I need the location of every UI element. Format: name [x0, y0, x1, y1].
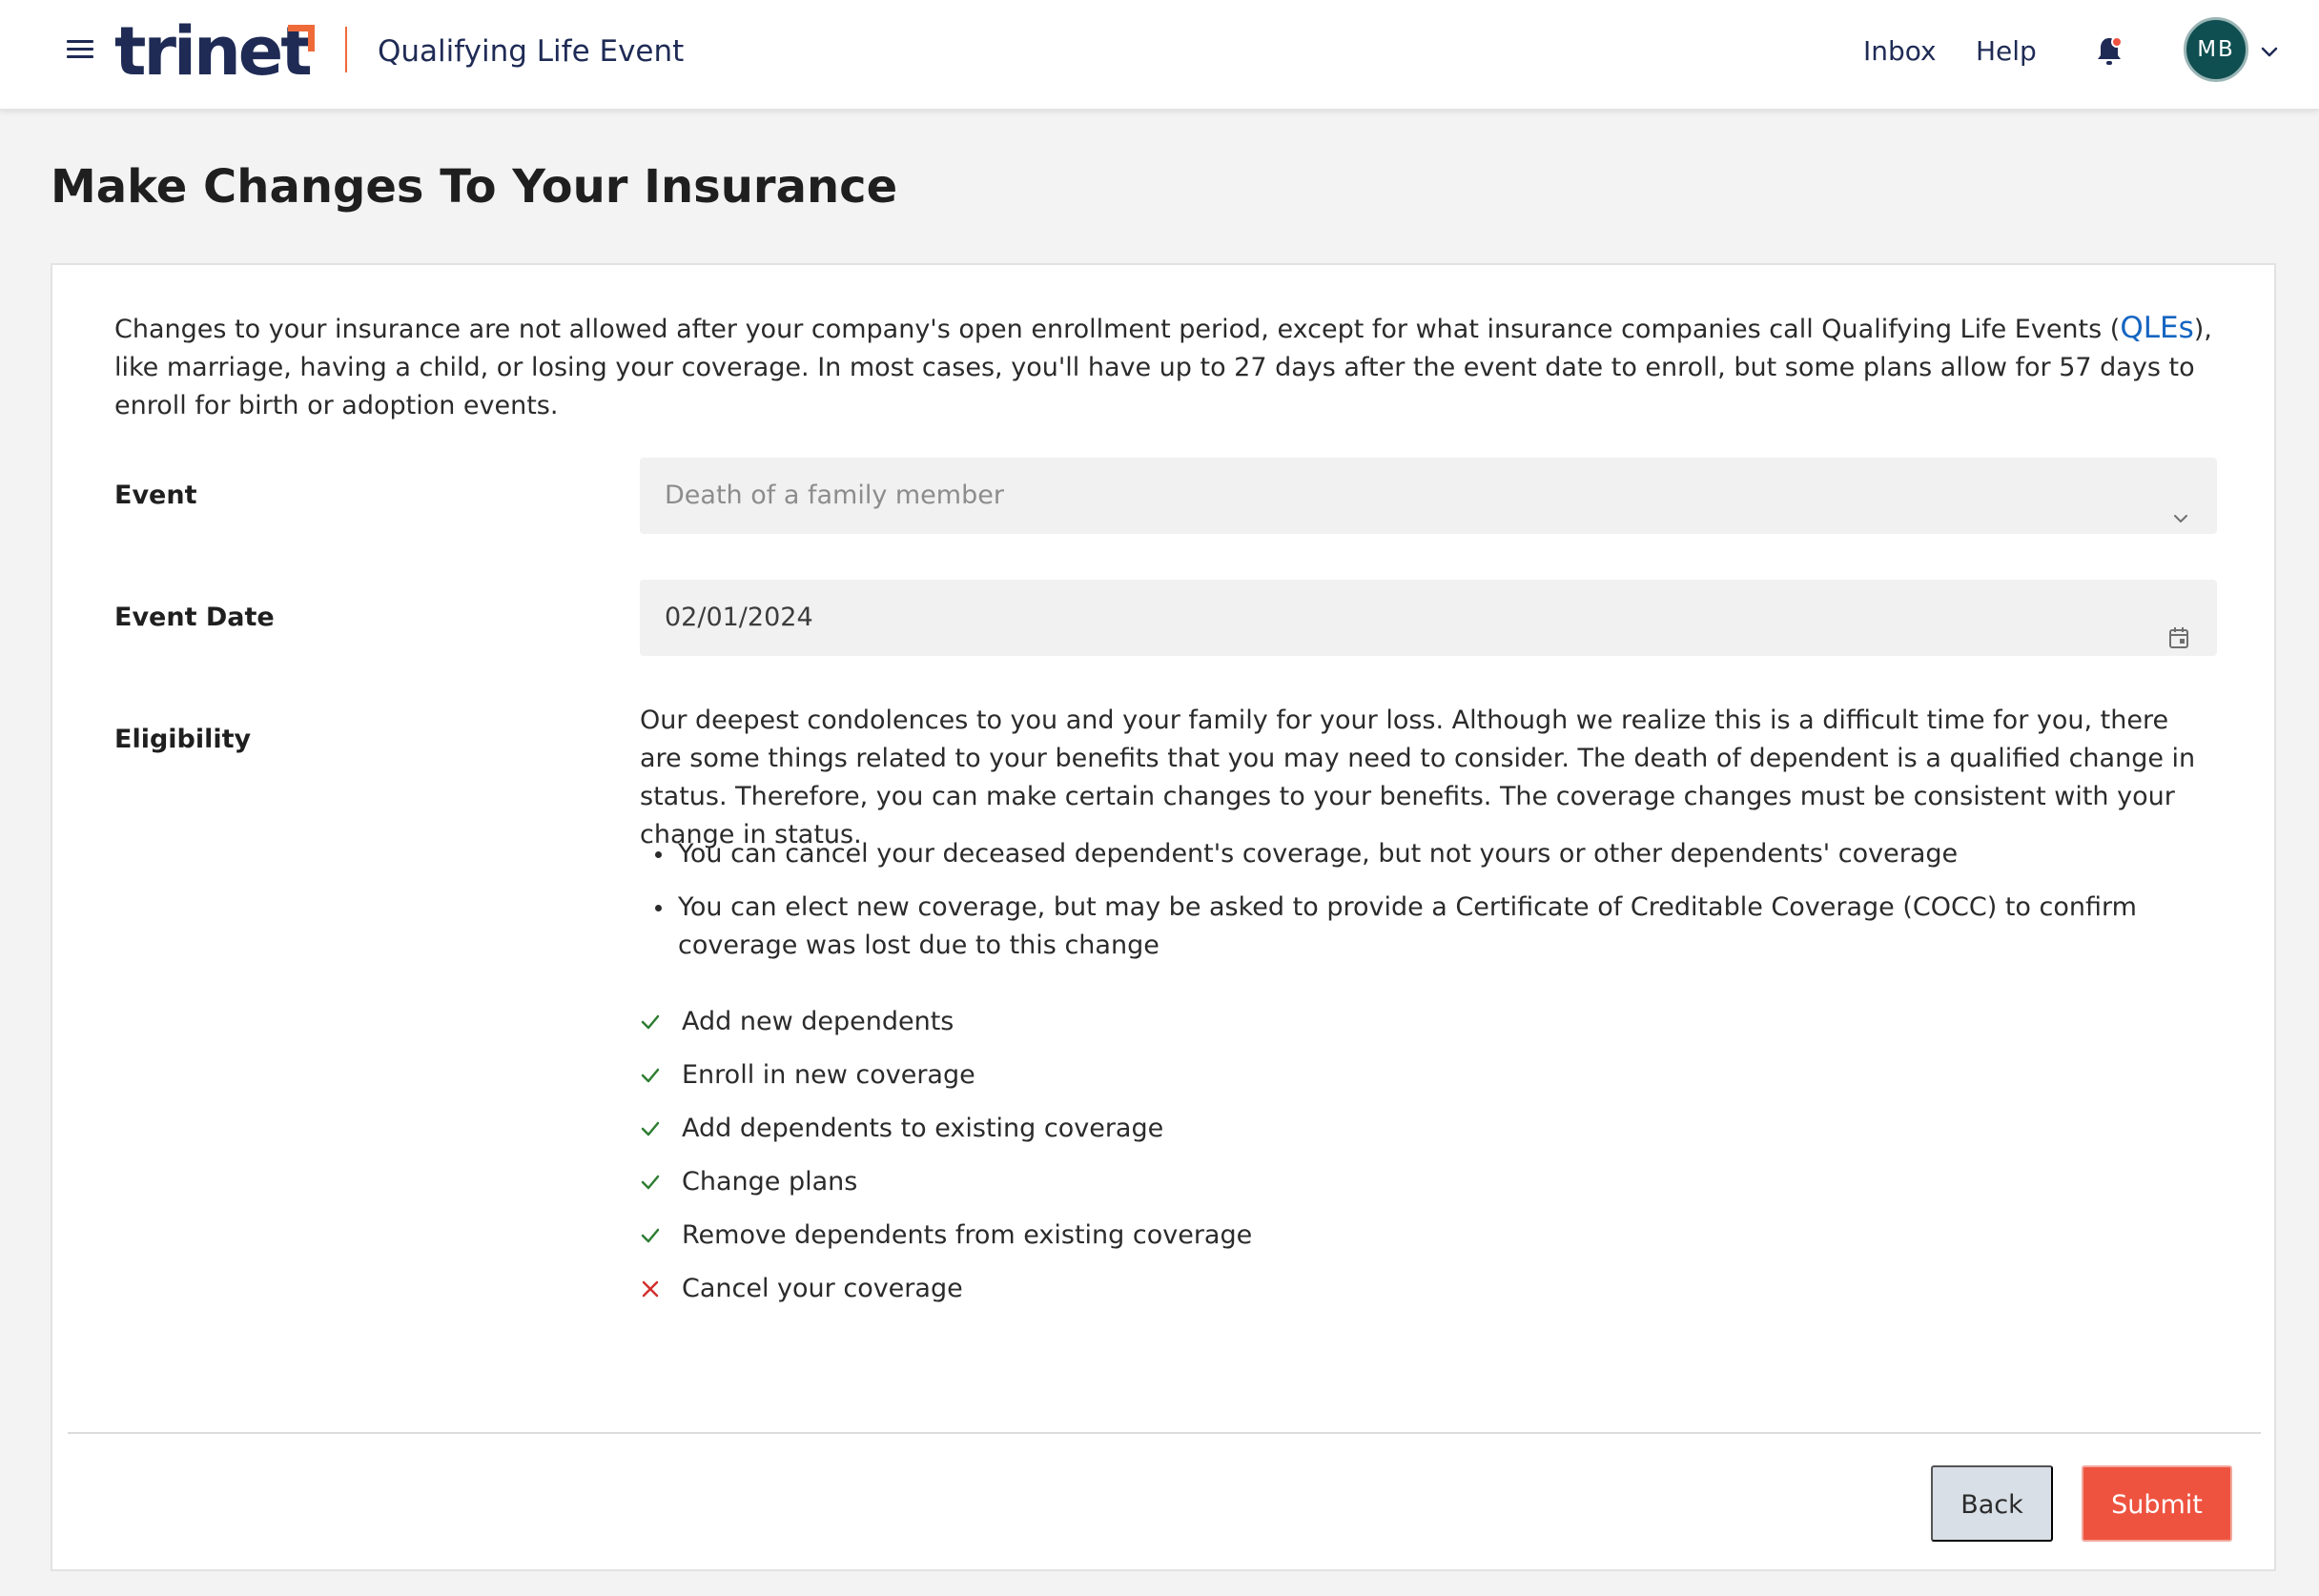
eligibility-bullets	[640, 835, 2217, 980]
intro-text-after: ), like marriage, having a child, or losing your coverage. In most cases, you'll have up to 27 days after the event date to enroll, but some plans allow for 57 days to enroll for birth or adoption events.	[114, 315, 2212, 420]
bullet-item: You can elect new coverage, but may be asked to provide a Certificate of Creditable Coverage (COCC) to confirm coverage was lost due to this change	[640, 889, 2217, 965]
nav-inbox-link[interactable]: Inbox	[1863, 35, 1937, 67]
event-date-value: 02/01/2024	[665, 603, 813, 632]
event-date-label: Event Date	[114, 603, 275, 632]
card-divider	[68, 1432, 2261, 1434]
check-icon	[640, 1003, 682, 1041]
eligibility-text: Our deepest condolences to you and your family for your loss. Although we realize this is a difficult time for you, there are some things related to your benefits that you may need to consider. The death of dependent is a qualified change in status. Therefore, you can make certain changes to your benefits. The coverage changes must be consistent with your change in status.	[640, 706, 2196, 849]
checklist-label: Add dependents to existing coverage	[682, 1114, 1164, 1143]
cross-icon	[640, 1270, 682, 1308]
chevron-down-icon[interactable]	[2258, 40, 2281, 63]
trinet-logo[interactable]: trinet	[114, 12, 310, 91]
logo-bracket-mark	[288, 25, 315, 51]
top-bar	[0, 0, 2319, 110]
menu-icon[interactable]	[67, 40, 93, 59]
bullet-item: You can cancel your deceased dependent's coverage, but not yours or other dependents' coverage	[640, 835, 2217, 873]
checklist-label: Add new dependents	[682, 1007, 954, 1036]
checklist-item	[640, 1270, 1784, 1308]
intro-text-before: Changes to your insurance are not allowed after your company's open enrollment period, except for what insurance companies call Qualifying Life Events (	[114, 315, 2121, 344]
checklist-item	[640, 1003, 1784, 1041]
eligibility-label: Eligibility	[114, 725, 252, 754]
checklist-item	[640, 1056, 1784, 1095]
check-icon	[640, 1056, 682, 1095]
chevron-down-icon	[2169, 484, 2192, 507]
event-date-input[interactable]	[640, 580, 2217, 656]
avatar[interactable]: MB	[2184, 17, 2248, 82]
checklist-item	[640, 1217, 1784, 1255]
checklist-item	[640, 1163, 1784, 1201]
bell-icon[interactable]	[2094, 34, 2124, 69]
checklist-label: Enroll in new coverage	[682, 1060, 975, 1090]
intro-paragraph	[114, 309, 2241, 425]
checklist-label: Change plans	[682, 1167, 858, 1197]
nav-help-link[interactable]: Help	[1976, 35, 2037, 67]
checklist-item	[640, 1110, 1784, 1148]
check-icon	[640, 1217, 682, 1255]
eligibility-checklist	[640, 1003, 1784, 1323]
logo-divider	[345, 27, 347, 72]
app-title: Qualifying Life Event	[378, 34, 685, 69]
qle-form-card	[51, 263, 2276, 1571]
checklist-label: Cancel your coverage	[682, 1274, 963, 1303]
calendar-icon[interactable]	[2167, 604, 2190, 629]
check-icon	[640, 1163, 682, 1201]
event-label: Event	[114, 481, 197, 510]
submit-button[interactable]: Submit	[2082, 1465, 2232, 1542]
checklist-label: Remove dependents from existing coverage	[682, 1220, 1253, 1250]
page-title: Make Changes To Your Insurance	[51, 160, 898, 214]
check-icon	[640, 1110, 682, 1148]
qles-link[interactable]: QLEs	[2120, 311, 2194, 345]
event-select[interactable]	[640, 458, 2217, 534]
event-select-value: Death of a family member	[665, 481, 1004, 510]
back-button[interactable]: Back	[1931, 1465, 2053, 1542]
